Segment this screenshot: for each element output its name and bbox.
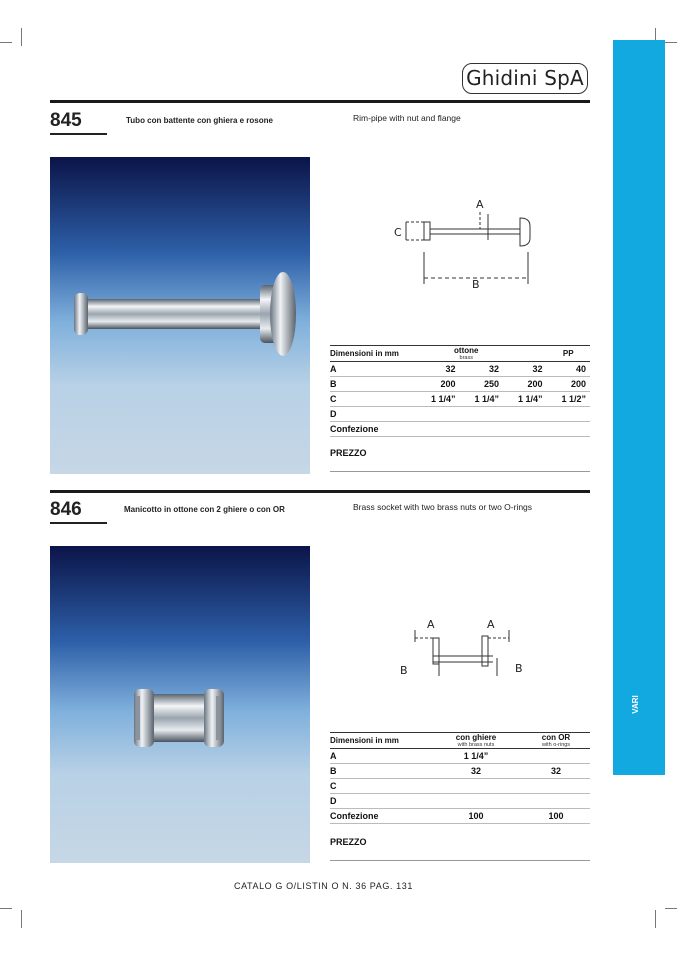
table-cell: 200 — [503, 377, 547, 392]
table-group-header — [547, 346, 591, 362]
row-label: A — [330, 749, 430, 764]
table-row — [330, 749, 590, 764]
price-label: PREZZO — [330, 448, 367, 458]
spec-table — [330, 345, 590, 437]
table-cell: 1 1/4” — [460, 392, 504, 407]
dimension-label-a: A — [487, 618, 495, 631]
table-cell: 32 — [460, 362, 504, 377]
group-subtitle: with brass nuts — [457, 742, 495, 748]
side-tab — [613, 40, 665, 775]
table-cell: 40 — [547, 362, 591, 377]
dimension-label-a: A — [476, 198, 484, 211]
table-cell: 1 1/4” — [503, 392, 547, 407]
table-cell: 250 — [460, 377, 504, 392]
table-row — [330, 377, 590, 392]
table-row — [330, 407, 590, 422]
table-cell: 1 1/4” — [430, 749, 522, 764]
table-cell — [522, 779, 590, 794]
brass-socket-diagram — [397, 612, 527, 692]
table-header-row — [330, 346, 590, 362]
table-cell — [522, 749, 590, 764]
group-name: con ghiere — [455, 733, 497, 742]
product-code: 846 — [50, 499, 82, 520]
table-cell: 1 1/2” — [547, 392, 591, 407]
table-cell — [503, 407, 547, 422]
rim-pipe-image — [50, 157, 310, 474]
rim-pipe-diagram — [392, 192, 542, 292]
side-tab-label: VARI — [630, 695, 640, 714]
table-row — [330, 794, 590, 809]
price-label: PREZZO — [330, 837, 367, 847]
code-underline — [50, 522, 107, 524]
table-row — [330, 764, 590, 779]
crop-mark — [0, 908, 12, 909]
table-cell: 100 — [430, 809, 522, 824]
product-title-it: Manicotto in ottone con 2 ghiere o con OR — [124, 505, 285, 514]
table-cell: 32 — [503, 362, 547, 377]
product-title-en: Brass socket with two brass nuts or two O-rings — [353, 502, 533, 512]
crop-mark — [21, 28, 22, 46]
page-footer: CATALO G O/LISTIN O N. 36 PAG. 131 — [234, 881, 413, 891]
price-rule — [330, 471, 590, 472]
dimension-label-b: B — [400, 664, 408, 677]
table-cell — [460, 407, 504, 422]
dimension-label-a: A — [427, 618, 435, 631]
dimension-label-c: C — [394, 226, 402, 239]
group-name: con OR — [541, 733, 571, 742]
row-label: C — [330, 779, 430, 794]
table-row — [330, 362, 590, 377]
table-cell: 100 — [522, 809, 590, 824]
table-cell — [547, 407, 591, 422]
row-label: Confezione — [330, 422, 416, 437]
table-row — [330, 809, 590, 824]
table-cell — [430, 794, 522, 809]
crop-mark — [655, 910, 656, 928]
crop-mark — [21, 910, 22, 928]
brand-logo: Ghidini SpA — [462, 63, 588, 94]
row-label: C — [330, 392, 416, 407]
product-title-it: Tubo con battente con ghiera e rosone — [126, 116, 273, 125]
table-header-row — [330, 733, 590, 749]
product-code: 845 — [50, 110, 82, 131]
table-row — [330, 422, 590, 437]
row-label: Confezione — [330, 809, 430, 824]
group-name: PP — [562, 349, 574, 358]
row-label: D — [330, 794, 430, 809]
group-subtitle: with o-rings — [541, 742, 571, 748]
group-subtitle: brass — [459, 355, 473, 361]
dimension-label-b: B — [515, 662, 523, 675]
crop-mark — [0, 42, 12, 43]
crop-mark — [665, 42, 677, 43]
product-photo — [50, 546, 310, 863]
row-label: B — [330, 764, 430, 779]
price-rule — [330, 860, 590, 861]
table-cell: 1 1/4” — [416, 392, 460, 407]
spec-table — [330, 732, 590, 824]
table-cell: 200 — [416, 377, 460, 392]
table-group-header — [430, 733, 522, 749]
row-label: D — [330, 407, 416, 422]
table-cell — [547, 422, 591, 437]
table-row — [330, 779, 590, 794]
dimension-label-b: B — [472, 278, 480, 291]
code-underline — [50, 133, 107, 135]
table-cell: 32 — [430, 764, 522, 779]
brass-socket-image — [50, 546, 310, 863]
table-row — [330, 392, 590, 407]
table-header-label: Dimensioni in mm — [330, 346, 416, 362]
table-cell — [522, 794, 590, 809]
table-cell: 32 — [416, 362, 460, 377]
table-cell — [503, 422, 547, 437]
product-title-en: Rim-pipe with nut and flange — [353, 113, 461, 123]
table-cell: 200 — [547, 377, 591, 392]
header-rule — [50, 100, 590, 103]
section-rule — [50, 490, 590, 493]
table-cell — [460, 422, 504, 437]
crop-mark — [665, 908, 677, 909]
table-cell — [416, 422, 460, 437]
table-group-header — [416, 346, 547, 362]
table-cell — [430, 779, 522, 794]
table-cell — [416, 407, 460, 422]
table-header-label: Dimensioni in mm — [330, 733, 430, 749]
table-group-header — [522, 733, 590, 749]
table-cell: 32 — [522, 764, 590, 779]
group-name: ottone — [454, 346, 479, 355]
row-label: A — [330, 362, 416, 377]
row-label: B — [330, 377, 416, 392]
product-photo — [50, 157, 310, 474]
